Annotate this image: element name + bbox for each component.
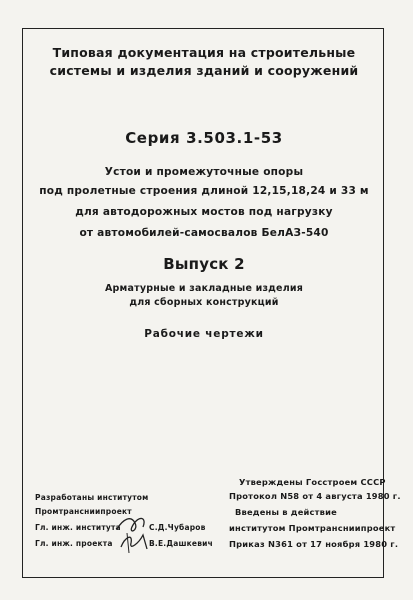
approved-line-5: Приказ N361 от 17 ноября 1980 г. [229,539,399,549]
subtitle-line-1: Арматурные и закладные изделия [104,283,304,294]
chief-engineer-label: Гл. инж. института [35,523,121,532]
signature-graphic [113,503,153,555]
project-engineer-name: В.Е.Дашкевич [149,539,213,548]
title-line-3: для автодорожных мостов под нагрузку [75,206,333,218]
title-line-2: под пролетные строения длиной 12,15,18,24 и 33 м [39,185,369,197]
chief-engineer-name: С.Д.Чубаров [149,523,206,532]
title-line-4: от автомобилей-самосвалов БелАЗ-540 [79,227,329,239]
developed-line-1: Разработаны институтом [35,493,149,502]
subtitle-line-2: для сборных конструкций [129,297,279,308]
issue-number: Выпуск 2 [163,255,245,273]
header-line-1: Типовая документация на строительные [52,45,356,60]
developed-line-2: Промтрансниипроект [35,507,132,516]
title-line-1: Устои и промежуточные опоры [104,166,304,178]
series-number: Серия 3.503.1-53 [125,129,283,147]
approved-line-4: институтом Промтрансниипроект [229,523,396,533]
approved-line-1: Утверждены Госстроем СССР [239,477,386,487]
project-engineer-label: Гл. инж. проекта [35,539,113,548]
document-frame [22,28,401,578]
work-drawings: Рабочие чертежи [144,328,264,340]
approved-line-2: Протокол N58 от 4 августа 1980 г. [229,491,401,501]
approved-line-3: Введены в действие [235,507,337,517]
header-line-2: системы и изделия зданий и сооружений [49,63,359,78]
